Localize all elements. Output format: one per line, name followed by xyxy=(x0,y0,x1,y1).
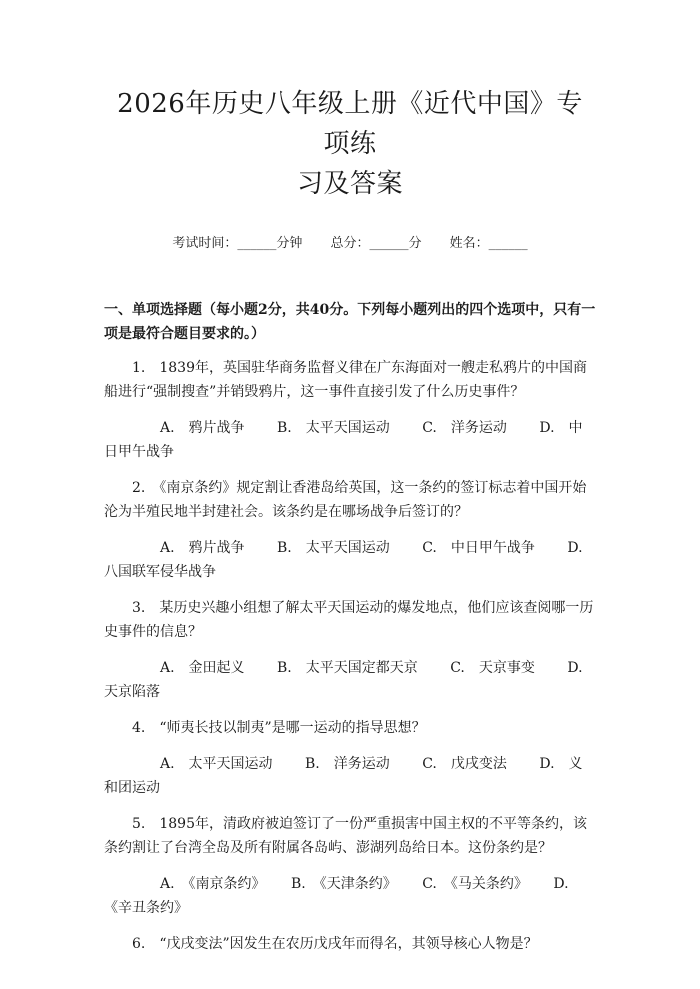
question-2 xyxy=(104,476,596,584)
option-c: C. 戊戌变法 xyxy=(422,756,507,772)
question-text: 1. 1839年，英国驻华商务监督义律在广东海面对一艘走私鸦片的中国商船进行“强制搜查”并销毁鸦片，这一事件直接引发了什么历史事件？ xyxy=(104,360,587,400)
exam-score: 总分：______分 xyxy=(330,236,422,251)
option-c: C. 中日甲午战争 xyxy=(422,540,535,556)
option-c: C. 《马关条约》 xyxy=(422,876,521,892)
option-a: A. 太平天国运动 xyxy=(160,756,273,772)
question-4 xyxy=(104,716,596,800)
option-d: D. 八国联军侵华战争 xyxy=(104,540,597,580)
question-text: 4. “师夷长技以制夷”是哪一运动的指导思想？ xyxy=(132,720,426,736)
section-heading: 一、单项选择题（每小题2分，共40分。下列每小题列出的四个选项中，只有一项是最符合题目要求的。） xyxy=(104,302,596,342)
option-b: B. 太平天国运动 xyxy=(277,420,390,436)
question-6 xyxy=(104,932,596,956)
question-options xyxy=(104,752,596,800)
question-options xyxy=(104,656,596,704)
option-c: C. 天京事变 xyxy=(450,660,535,676)
option-d: D. 中日甲午战争 xyxy=(104,420,583,460)
question-list xyxy=(104,356,596,956)
question-options xyxy=(104,536,596,584)
question-text: 2. 《南京条约》规定割让香港岛给英国，这一条约的签订标志着中国开始沦为半殖民地半封建社会。该条约是在哪场战争后签订的？ xyxy=(104,480,587,520)
question-options xyxy=(104,416,596,464)
question-1 xyxy=(104,356,596,464)
question-text: 6. “戊戌变法”因发生在农历戊戌年而得名，其领导核心人物是？ xyxy=(132,936,538,952)
option-d: D. 《辛丑条约》 xyxy=(104,876,583,916)
exam-name: 姓名：______ xyxy=(449,236,528,251)
option-b: B. 《天津条约》 xyxy=(291,876,390,892)
option-a: A. 金田起义 xyxy=(160,660,245,676)
exam-time: 考试时间：______分钟 xyxy=(172,236,303,251)
question-options xyxy=(104,872,596,920)
document-title xyxy=(104,84,596,204)
option-a: A. 鸦片战争 xyxy=(160,420,245,436)
option-d: D. 义和团运动 xyxy=(104,756,583,796)
question-text: 5. 1895年，清政府被迫签订了一份严重损害中国主权的不平等条约，该条约割让了台湾全岛及所有附属各岛屿、澎湖列岛给日本。这份条约是？ xyxy=(104,816,587,856)
option-a: A. 鸦片战争 xyxy=(160,540,245,556)
option-a: A. 《南京条约》 xyxy=(160,876,259,892)
document-page xyxy=(0,84,700,989)
title-line-2: 习及答案 xyxy=(296,169,403,199)
question-3 xyxy=(104,596,596,704)
option-d: D. 天京陷落 xyxy=(104,660,597,700)
option-b: B. 太平天国定都天京 xyxy=(277,660,418,676)
option-c: C. 洋务运动 xyxy=(422,420,507,436)
title-line-1: 2026年历史八年级上册《近代中国》专项练 xyxy=(117,89,583,159)
question-5 xyxy=(104,812,596,920)
option-b: B. 太平天国运动 xyxy=(277,540,390,556)
exam-meta xyxy=(104,234,596,254)
question-text: 3. 某历史兴趣小组想了解太平天国运动的爆发地点，他们应该查阅哪一历史事件的信息？ xyxy=(104,600,594,640)
option-b: B. 洋务运动 xyxy=(305,756,390,772)
